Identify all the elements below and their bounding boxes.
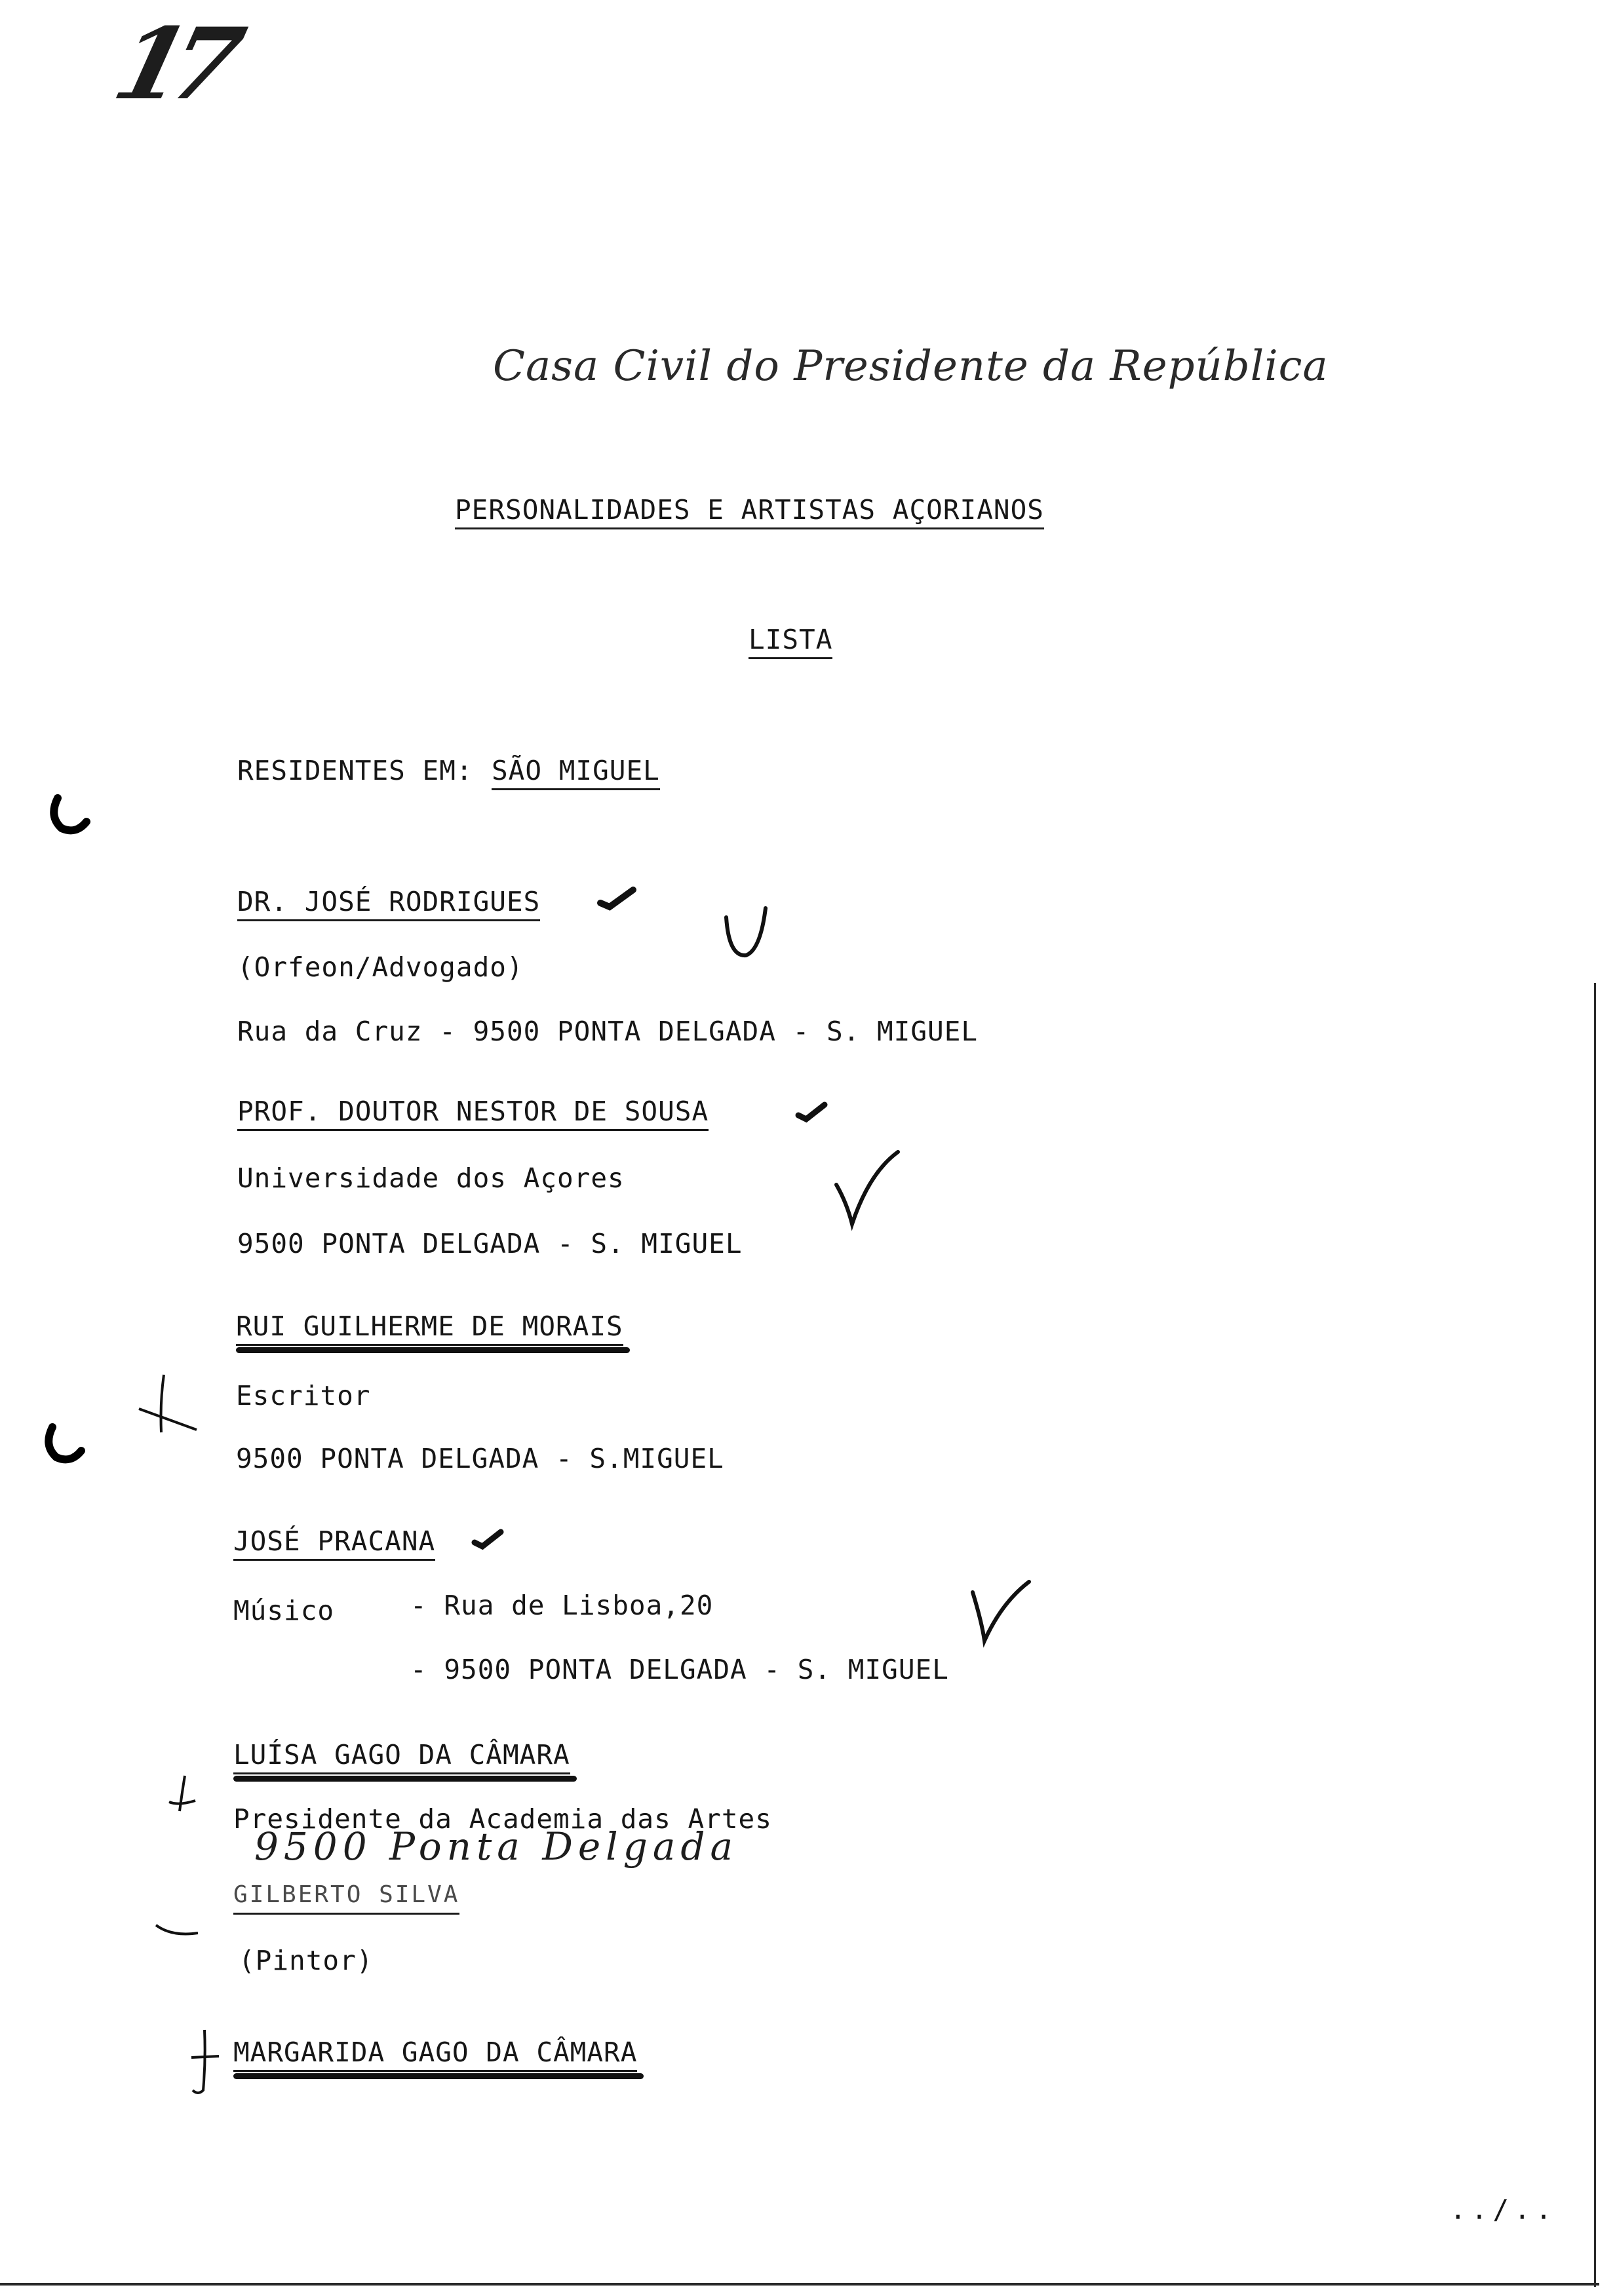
entry-line: Presidente da Academia das Artes xyxy=(233,1803,772,1835)
checkmark-icon xyxy=(721,904,773,970)
entry-line: Músico xyxy=(233,1595,335,1626)
document-title: PERSONALIDADES E ARTISTAS AÇORIANOS xyxy=(455,493,1044,529)
small-check-icon xyxy=(472,1528,505,1552)
entry-name-margarida-gago-da-camara: MARGARIDA GAGO DA CÂMARA xyxy=(233,2035,637,2072)
residents-place: SÃO MIGUEL xyxy=(492,754,660,790)
entry-line: 9500 PONTA DELGADA - S. MIGUEL xyxy=(237,1228,743,1259)
entry-name-jose-rodrigues: DR. JOSÉ RODRIGUES xyxy=(237,885,540,921)
entry-line: 9500 PONTA DELGADA - S.MIGUEL xyxy=(236,1443,724,1474)
entry-line: (Pintor) xyxy=(239,1945,374,1976)
page-number: 17 xyxy=(104,7,241,122)
entry-line: - Rua de Lisboa,20 xyxy=(410,1590,714,1621)
bottom-edge-line xyxy=(0,2283,1599,2286)
entry-name-nestor-de-sousa: PROF. DOUTOR NESTOR DE SOUSA xyxy=(237,1094,709,1131)
letterhead: Casa Civil do Presidente da República xyxy=(493,342,1329,391)
entry-line: Escritor xyxy=(236,1380,371,1411)
right-edge-line xyxy=(1594,983,1596,2287)
margin-cross-icon xyxy=(190,2027,223,2099)
residents-label: RESIDENTES EM: xyxy=(237,755,473,786)
document-subtitle: LISTA xyxy=(749,622,832,659)
entry-name-rui-guilherme-de-morais: RUI GUILHERME DE MORAIS xyxy=(236,1309,623,1346)
hole-punch-mark-icon xyxy=(41,1422,87,1468)
entry-line: (Orfeon/Advogado) xyxy=(237,951,524,983)
handwritten-address: 9500 Ponta Delgada xyxy=(254,1824,739,1869)
small-check-icon xyxy=(796,1101,828,1124)
margin-dash-icon xyxy=(152,1919,204,1945)
entry-name-jose-pracana: JOSÉ PRACANA xyxy=(233,1524,435,1561)
continuation-mark: ../.. xyxy=(1450,2194,1557,2225)
small-check-icon xyxy=(598,886,637,912)
checkmark-icon xyxy=(832,1147,905,1232)
entry-line: Rua da Cruz - 9500 PONTA DELGADA - S. MIGUEL xyxy=(237,1016,979,1047)
hole-punch-mark-icon xyxy=(46,793,92,839)
entry-name-gilberto-silva: GILBERTO SILVA xyxy=(233,1878,459,1915)
entry-line: Universidade dos Açores xyxy=(237,1162,625,1194)
margin-cross-icon xyxy=(131,1369,203,1435)
margin-cross-icon xyxy=(164,1772,203,1818)
entry-line: - 9500 PONTA DELGADA - S. MIGUEL xyxy=(410,1654,949,1685)
checkmark-icon xyxy=(969,1577,1034,1649)
entry-name-luisa-gago-da-camara: LUÍSA GAGO DA CÂMARA xyxy=(233,1738,570,1774)
